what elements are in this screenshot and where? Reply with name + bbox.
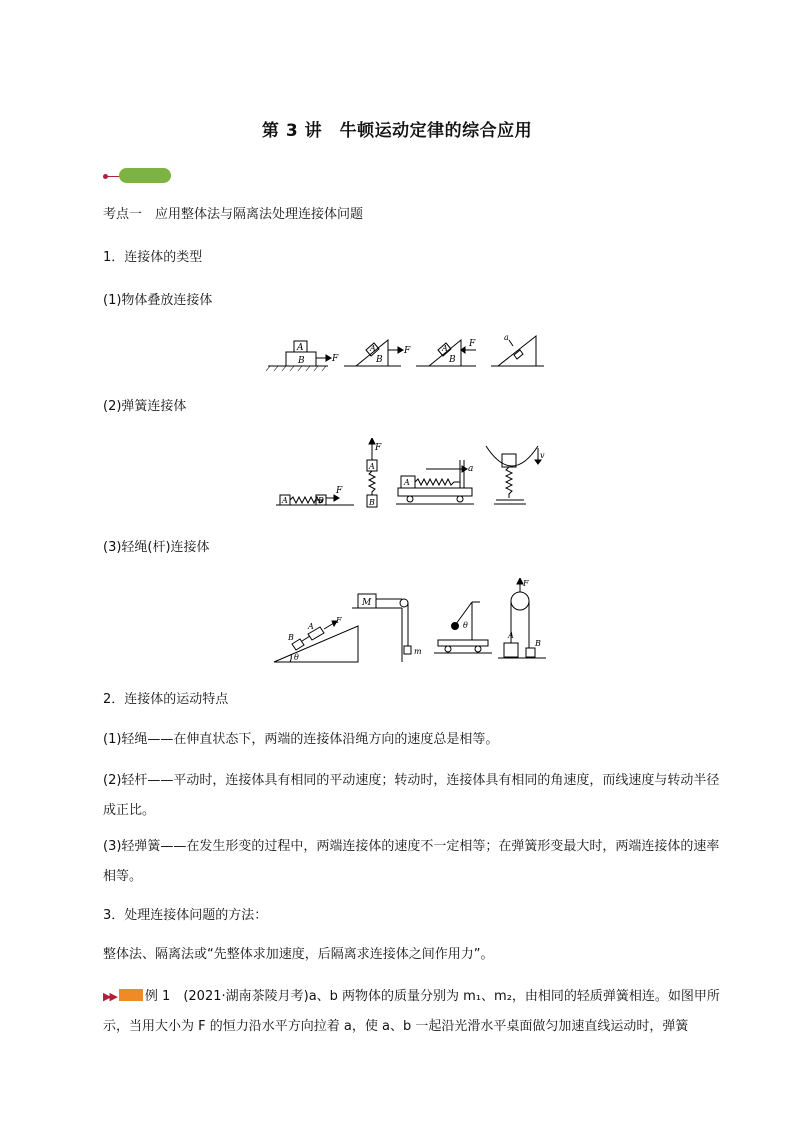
paragraph-rod: (2)轻杆——平动时，连接体具有相同的平动速度；转动时，连接体具有相同的角速度，而线速度与转动半径成正比。 <box>103 773 720 818</box>
label-theta: θ <box>463 621 468 630</box>
label-B: B <box>449 355 456 365</box>
label-F: F <box>469 339 476 349</box>
page-title: 第 3 讲 牛顿运动定律的综合应用 <box>261 121 533 141</box>
label-v: v <box>540 451 545 460</box>
label-A: A <box>508 631 514 640</box>
paragraph-method: 整体法、隔离法或“先整体求加速度，后隔离求连接体之间作用力”。 <box>103 947 494 962</box>
label-B: B <box>318 496 324 505</box>
label-F: F <box>404 346 411 356</box>
section-heading: 考点一 应用整体法与隔离法处理连接体问题 <box>103 207 364 222</box>
label-a: a <box>468 464 474 474</box>
label-B: B <box>369 498 375 507</box>
figure-rope-bodies <box>272 578 554 666</box>
subheading-stacked: (1)物体叠放连接体 <box>103 293 213 308</box>
subheading-spring: (2)弹簧连接体 <box>103 399 187 414</box>
label-F: F <box>375 443 382 453</box>
label-B: B <box>535 639 541 648</box>
label-A: A <box>442 344 448 353</box>
label-A: A <box>297 343 304 353</box>
label-F: F <box>523 579 529 588</box>
label-A: A <box>308 622 314 631</box>
label-B: B <box>288 633 294 642</box>
label-theta: θ <box>294 653 299 662</box>
heading-3: 3．处理连接体问题的方法： <box>103 908 268 923</box>
label-A: A <box>282 496 288 505</box>
example-marker-icon <box>119 989 143 1001</box>
heading-1: 1．连接体的类型 <box>103 250 203 265</box>
label-B: B <box>376 355 383 365</box>
paragraph-rope: (1)轻绳——在伸直状态下，两端的连接体沿绳方向的速度总是相等。 <box>103 732 499 747</box>
label-a: a <box>504 333 509 342</box>
example-1 <box>103 982 723 1042</box>
example-text: (2021·湖南茶陵月考)a、b 两物体的质量分别为 m₁、m₂，由相同的轻质弹簧相连。如图甲所示，当用大小为 F 的恒力沿水平方向拉着 a，使 a、b 一起沿光滑水平桌面做匀加速直线运动时，弹簧 <box>103 989 720 1034</box>
heading-2: 2．连接体的运动特点 <box>103 692 229 707</box>
label-F: F <box>336 486 343 496</box>
figure-spring-bodies <box>274 438 564 513</box>
subheading-rope: (3)轻绳(杆)连接体 <box>103 540 210 555</box>
example-label: 例 1 <box>144 989 171 1004</box>
double-arrow-icon: ▶▶ <box>103 990 116 1003</box>
tag-pill <box>119 168 171 183</box>
paragraph-spring: (3)轻弹簧——在发生形变的过程中，两端连接体的速度不一定相等；在弹簧形变最大时，两端连接体的速率相等。 <box>103 839 720 884</box>
label-M: M <box>362 598 372 608</box>
label-m: m <box>414 647 422 656</box>
label-A: A <box>369 462 375 471</box>
label-F: F <box>332 354 339 364</box>
figure-stacked-bodies <box>266 328 546 373</box>
label-A: A <box>404 478 410 487</box>
label-F: F <box>336 616 342 625</box>
label-A: A <box>370 344 376 353</box>
label-B: B <box>298 356 305 366</box>
